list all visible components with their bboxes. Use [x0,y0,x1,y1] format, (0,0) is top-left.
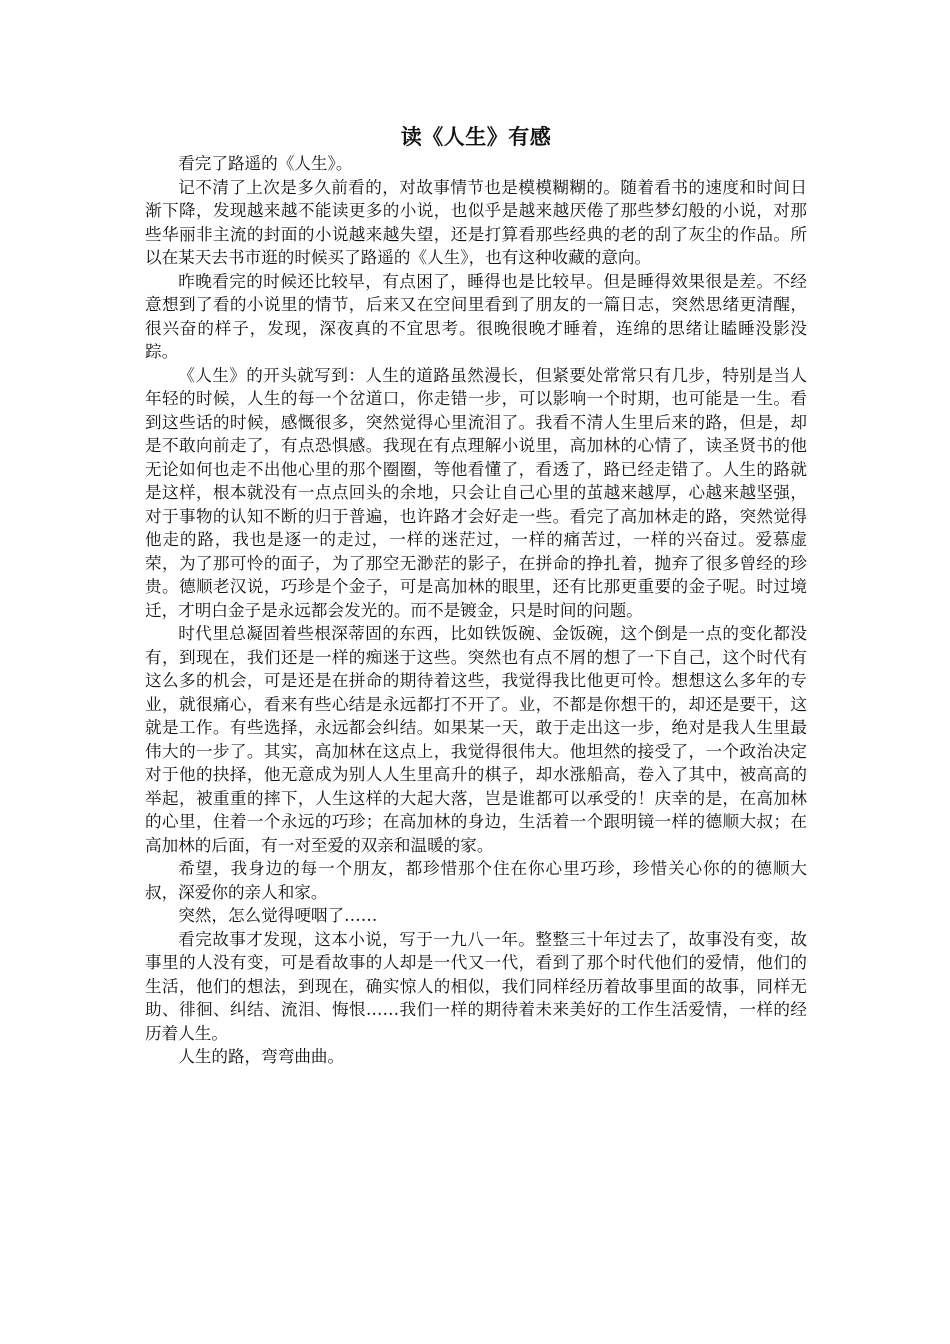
paragraph-4: 《人生》的开头就写到：人生的道路虽然漫长，但紧要处常常只有几步，特别是当人年轻的时候，人生的每一个岔道口，你走错一步，可以影响一个时期，也可能是一生。看到这些话的时候，感慨很多，突然觉得心里流泪了。我看不清人生里后来的路，但是，却是不敢向前走了，有点恐惧感。我现在有点理解小说里，高加林的心情了，读圣贤书的他无论如何也走不出他心里的那个圈圈，等他看懂了，看透了，路已经走错了。人生的路就是这样，根本就没有一点点回头的余地，只会让自己心里的茧越来越厚，心越来越坚强，对于事物的认知不断的归于普遍，也许路才会好走一些。看完了高加林走的路，突然觉得他走的路，我也是逐一的走过，一样的迷茫过，一样的痛苦过，一样的兴奋过。爱慕虚荣，为了那可怜的面子，为了那空无渺茫的影子，在拼命的挣扎着，抛弃了很多曾经的珍贵。德顺老汉说，巧珍是个金子，可是高加林的眼里，还有比那更重要的金子呢。时过境迁，才明白金子是永远都会发光的。而不是镀金，只是时间的问题。 [145,365,807,620]
paragraph-3: 昨晚看完的时候还比较早，有点困了，睡得也是比较早。但是睡得效果很是差。不经意想到了看的小说里的情节，后来又在空间里看到了朋友的一篇日志，突然思绪更清醒，很兴奋的样子，发现，深夜真的不宜思考。很晚很晚才睡着，连绵的思绪让瞌睡没影没踪。 [145,271,807,361]
paragraph-5: 时代里总凝固着些根深蒂固的东西，比如铁饭碗、金饭碗，这个倒是一点的变化都没有，到现在，我们还是一样的痴迷于这些。突然也有点不屑的想了一下自己，这个时代有这么多的机会，可是还是在拼命的期待着这些，我觉得我比他更可怜。想想这么多年的专业，就很痛心，看来有些心结是永远都打不开了。业，不都是你想干的，却还是要干，这就是工作。有些选择，永远都会纠结。如果某一天，敢于走出这一步，绝对是我人生里最伟大的一步了。其实，高加林在这点上，我觉得很伟大。他坦然的接受了，一个政治决定对于他的抉择，他无意成为别人人生里高升的棋子，却水涨船高，卷入了其中，被高高的举起，被重重的摔下，人生这样的大起大落，岂是谁都可以承受的！庆幸的是，在高加林的心里，住着一个永远的巧珍；在高加林的身边，生活着一个跟明镜一样的德顺大叔；在高加林的后面，有一对至爱的双亲和温暖的家。 [145,624,807,855]
document-page [145,122,807,1069]
paragraph-1: 看完了路遥的《人生》。 [178,154,353,173]
document-title: 读《人生》有感 [400,124,552,149]
paragraph-2: 记不清了上次是多久前看的，对故事情节也是模模糊糊的。随着看书的速度和时间日渐下降，发现越来越不能读更多的小说，也似乎是越来越厌倦了那些梦幻般的小说，对那些华丽非主流的封面的小说越来越失望，还是打算看那些经典的老的刮了灰尘的作品。所以在某天去书市逛的时候买了路遥的《人生》，也有这种收藏的意向。 [145,177,807,267]
paragraph-7: 突然，怎么觉得哽咽了…… [178,906,378,925]
paragraph-9: 人生的路，弯弯曲曲。 [178,1047,345,1066]
paragraph-6: 希望，我身边的每一个朋友，都珍惜那个住在你心里巧珍，珍惜关心你的的德顺大叔，深爱你的亲人和家。 [145,859,807,902]
paragraph-8: 看完故事才发现，这本小说，写于一九八一年。整整三十年过去了，故事没有变，故事里的人没有变，可是看故事的人却是一代又一代，看到了那个时代他们的爱情，他们的生活，他们的想法，到现在，确实惊人的相似，我们同样经历着故事里面的故事，同样无助、徘徊、纠结、流泪、悔恨……我们一样的期待着未来美好的工作生活爱情，一样的经历着人生。 [145,929,807,1043]
